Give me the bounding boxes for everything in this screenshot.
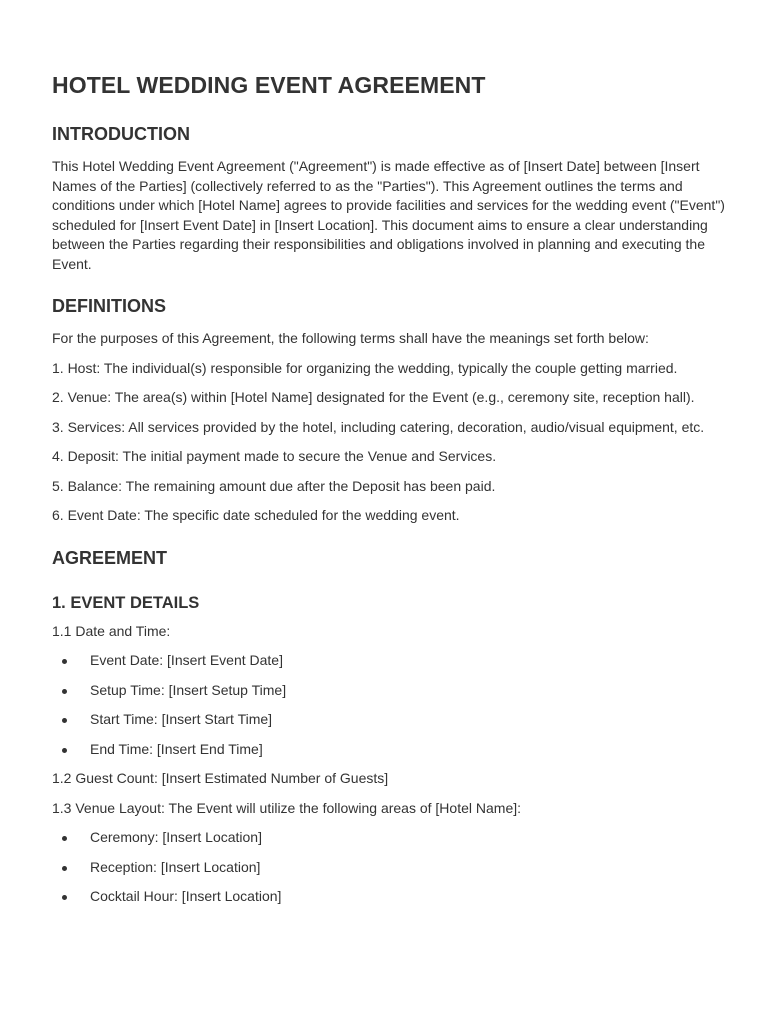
list-item-text: Ceremony: [Insert Location]: [90, 829, 262, 845]
venue-layout-list: [52, 828, 732, 907]
bullet-icon: [62, 659, 67, 664]
list-item-end-time: [52, 740, 732, 760]
definitions-heading: DEFINITIONS: [52, 296, 167, 316]
definition-item-services: 3. Services: All services provided by the hotel, including catering, decoration, audio/visual equipment, etc.: [52, 418, 705, 435]
introduction-paragraph: This Hotel Wedding Event Agreement ("Agreement") is made effective as of [Insert Date] between [Insert Names of the Parties] (collectively referred to as the "Parties"). This Agreement outlines the terms and conditions under which [Hotel Name] agrees to provide facilities and services for the wedding event ("Event") scheduled for [Insert Event Date] in [Insert Location]. This document aims to ensure a clear understanding between the Parties regarding their responsibilities and obligations involved in planning and executing the Event.: [52, 158, 725, 272]
list-item-reception: [52, 858, 732, 878]
document-page: [52, 70, 732, 907]
bullet-icon: [62, 748, 67, 753]
bullet-icon: [62, 689, 67, 694]
document-title: HOTEL WEDDING EVENT AGREEMENT: [52, 72, 486, 98]
date-time-list: [52, 651, 732, 759]
definition-item-venue: 2. Venue: The area(s) within [Hotel Name] designated for the Event (e.g., ceremony site, reception hall).: [52, 389, 695, 405]
bullet-icon: [62, 836, 67, 841]
list-item-event-date: [52, 651, 732, 671]
list-item-cocktail-hour: [52, 887, 732, 907]
list-item-setup-time: [52, 681, 732, 701]
guest-count: 1.2 Guest Count: [Insert Estimated Number of Guests]: [52, 770, 389, 786]
list-item-text: Cocktail Hour: [Insert Location]: [90, 888, 282, 904]
bullet-icon: [62, 718, 67, 723]
list-item-text: Event Date: [Insert Event Date]: [90, 652, 283, 668]
definition-item-host: 1. Host: The individual(s) responsible for organizing the wedding, typically the couple getting married.: [52, 359, 678, 376]
list-item-ceremony: [52, 828, 732, 848]
introduction-heading: INTRODUCTION: [52, 124, 190, 144]
list-item-text: End Time: [Insert End Time]: [90, 740, 263, 757]
definitions-lead: For the purposes of this Agreement, the following terms shall have the meanings set forth below:: [52, 330, 649, 346]
list-item-text: Reception: [Insert Location]: [90, 858, 261, 875]
list-item-start-time: [52, 710, 732, 730]
definition-item-event-date: 6. Event Date: The specific date scheduled for the wedding event.: [52, 507, 460, 523]
bullet-icon: [62, 866, 67, 871]
date-time-label: 1.1 Date and Time:: [52, 622, 171, 639]
event-details-heading: 1. EVENT DETAILS: [52, 593, 200, 612]
bullet-icon: [62, 895, 67, 900]
definition-item-balance: 5. Balance: The remaining amount due after the Deposit has been paid.: [52, 477, 496, 494]
list-item-text: Start Time: [Insert Start Time]: [90, 711, 273, 727]
venue-layout-label: 1.3 Venue Layout: The Event will utilize the following areas of [Hotel Name]:: [52, 799, 522, 816]
agreement-heading: AGREEMENT: [52, 547, 168, 568]
definition-item-deposit: 4. Deposit: The initial payment made to secure the Venue and Services.: [52, 448, 497, 464]
list-item-text: Setup Time: [Insert Setup Time]: [90, 681, 287, 698]
